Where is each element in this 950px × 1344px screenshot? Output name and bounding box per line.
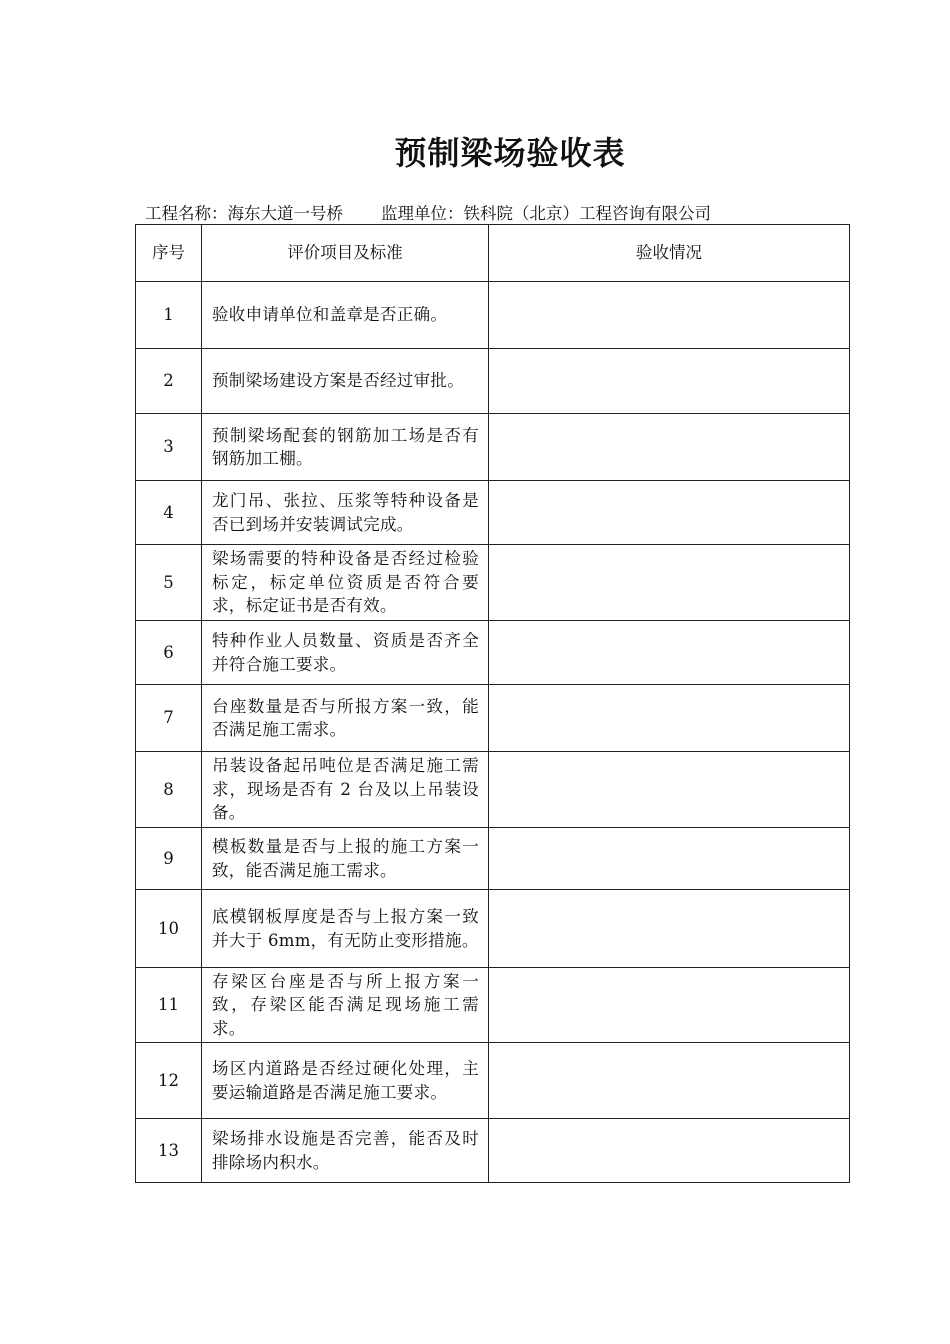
project-info-line [145,200,711,224]
header-acceptance-status: 验收情况 [489,225,850,282]
row-item: 预制梁场配套的钢筋加工场是否有钢筋加工棚。 [202,414,489,481]
table-row [136,890,850,968]
row-number: 1 [136,282,202,349]
row-number: 6 [136,621,202,685]
table-row [136,752,850,828]
table-row [136,1043,850,1119]
row-number: 8 [136,752,202,828]
table-row [136,414,850,481]
row-result-cell[interactable] [489,621,850,685]
table-row [136,1119,850,1183]
header-serial-number: 序号 [136,225,202,282]
row-number: 2 [136,349,202,414]
row-item: 梁场需要的特种设备是否经过检验标定，标定单位资质是否符合要求，标定证书是否有效。 [202,545,489,621]
row-result-cell[interactable] [489,685,850,752]
table-header-row [136,225,850,282]
row-number: 5 [136,545,202,621]
row-result-cell[interactable] [489,890,850,968]
row-result-cell[interactable] [489,545,850,621]
row-item: 台座数量是否与所报方案一致，能否满足施工需求。 [202,685,489,752]
row-item: 验收申请单位和盖章是否正确。 [202,282,489,349]
row-item: 梁场排水设施是否完善，能否及时排除场内积水。 [202,1119,489,1183]
table-row [136,545,850,621]
row-number: 10 [136,890,202,968]
row-result-cell[interactable] [489,828,850,890]
table-row [136,685,850,752]
header-evaluation-item: 评价项目及标准 [202,225,489,282]
row-number: 13 [136,1119,202,1183]
row-number: 11 [136,968,202,1043]
row-item: 预制梁场建设方案是否经过审批。 [202,349,489,414]
table-row [136,828,850,890]
row-number: 9 [136,828,202,890]
project-name: 工程名称：海东大道一号桥 [145,204,343,223]
table-row [136,282,850,349]
row-number: 7 [136,685,202,752]
row-result-cell[interactable] [489,752,850,828]
row-item: 吊装设备起吊吨位是否满足施工需求，现场是否有 2 台及以上吊装设备。 [202,752,489,828]
row-item: 场区内道路是否经过硬化处理，主要运输道路是否满足施工要求。 [202,1043,489,1119]
row-item: 模板数量是否与上报的施工方案一致，能否满足施工需求。 [202,828,489,890]
row-result-cell[interactable] [489,968,850,1043]
supervision-unit: 监理单位：铁科院（北京）工程咨询有限公司 [381,204,711,223]
row-result-cell[interactable] [489,349,850,414]
row-result-cell[interactable] [489,1043,850,1119]
row-result-cell[interactable] [489,282,850,349]
table-row [136,481,850,545]
row-number: 4 [136,481,202,545]
row-number: 3 [136,414,202,481]
row-item: 龙门吊、张拉、压浆等特种设备是否已到场并安装调试完成。 [202,481,489,545]
row-item: 存梁区台座是否与所上报方案一致，存梁区能否满足现场施工需求。 [202,968,489,1043]
row-result-cell[interactable] [489,414,850,481]
row-result-cell[interactable] [489,1119,850,1183]
table-row [136,621,850,685]
table-row [136,968,850,1043]
row-result-cell[interactable] [489,481,850,545]
acceptance-table [135,224,850,1183]
table-row [136,349,850,414]
row-number: 12 [136,1043,202,1119]
document-title: 预制梁场验收表 [394,134,626,172]
row-item: 底模钢板厚度是否与上报方案一致并大于 6mm，有无防止变形措施。 [202,890,489,968]
row-item: 特种作业人员数量、资质是否齐全并符合施工要求。 [202,621,489,685]
